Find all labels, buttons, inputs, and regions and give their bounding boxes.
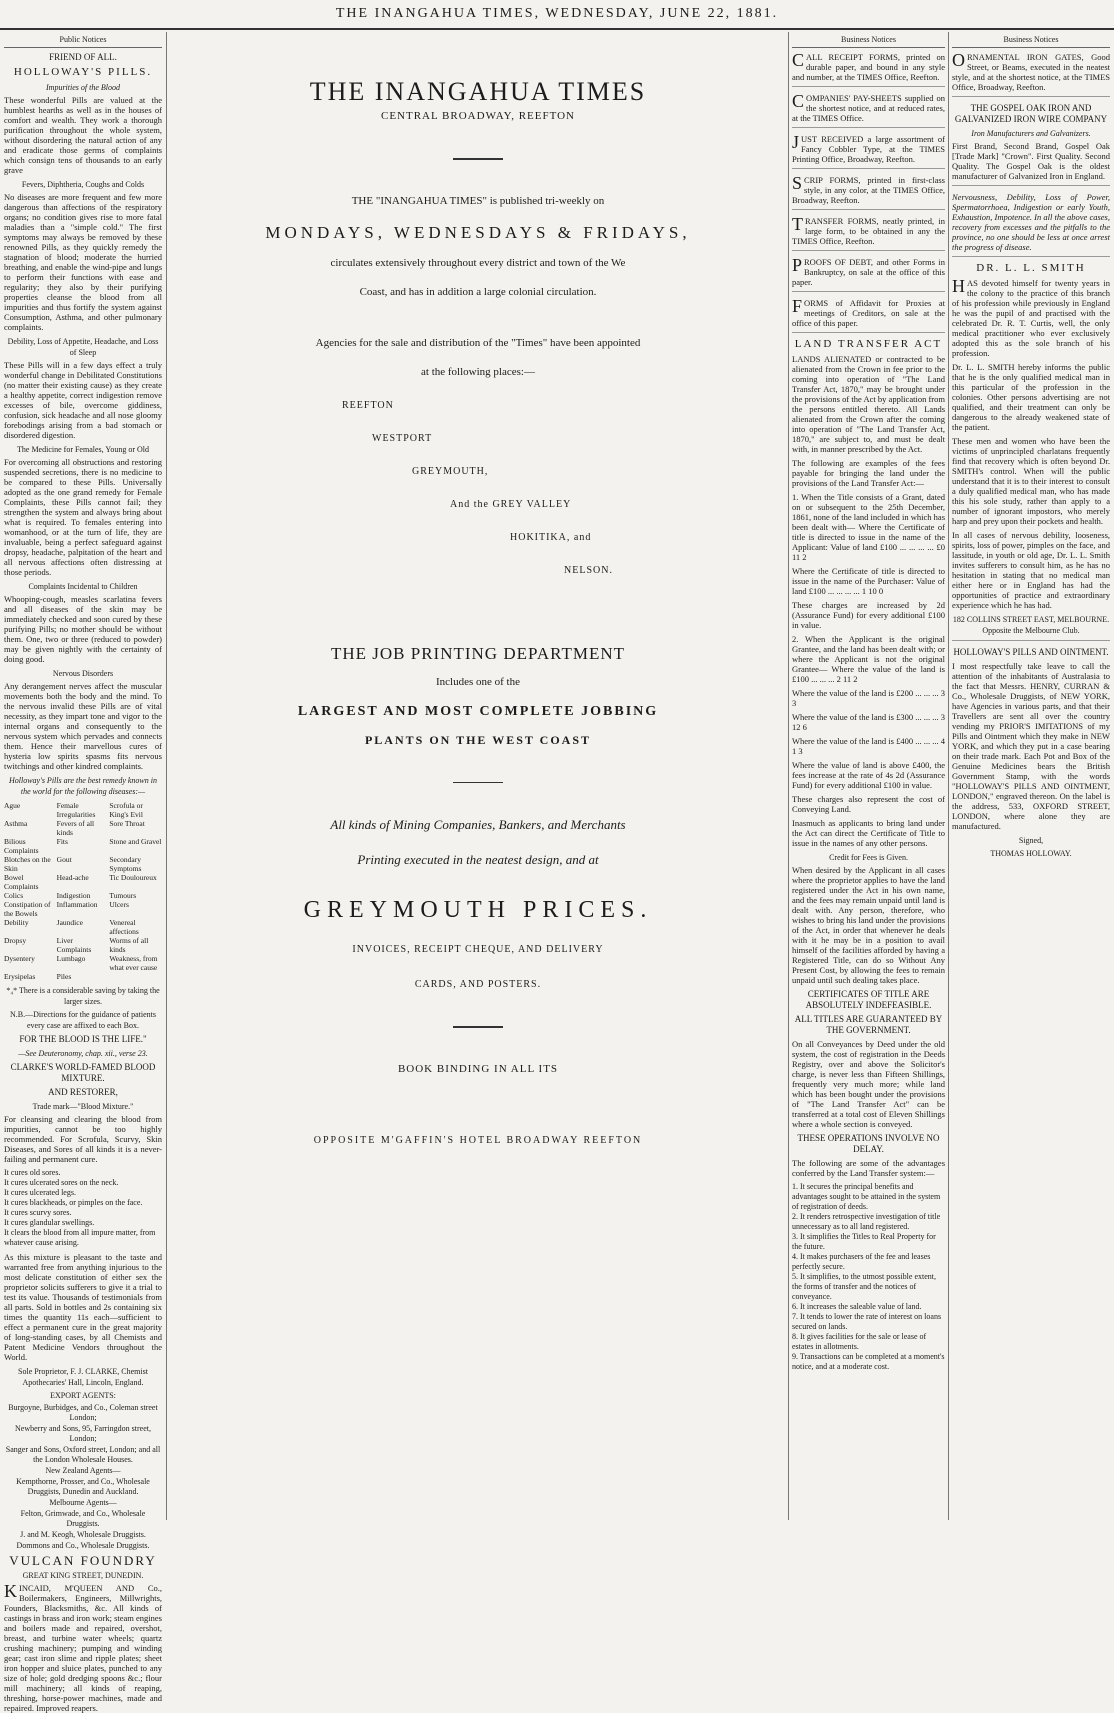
agent-line: Felton, Grimwade, and Co., Wholesale Druggists.: [20, 1509, 146, 1528]
largest-line: LARGEST AND MOST COMPLETE JOBBING: [297, 704, 659, 719]
list-item: 6. It increases the saleable value of land.: [792, 1302, 922, 1311]
list-item: 1. It secures the principal benefits and advantages sought to be attained in the system of registration of deeds.: [792, 1182, 941, 1211]
ailment: Gout: [56, 855, 72, 864]
fee-item: These charges also represent the cost of Conveying Land.: [792, 794, 945, 814]
gospel-oak-para: First Brand, Second Brand, Gospel Oak [Trade Mark] "Crown". First Quality. Second Quality. The Gospel Oak is the oldest manufacturer of Galvanized Iron in England.: [952, 141, 1110, 186]
list-item: It cures glandular swellings.: [4, 1218, 95, 1227]
holloway-para-5: Whooping-cough, measles scarlatina fevers and all diseases of the skin may be immediately checked and soon cured by these purifying Pills; no mother should be without them. One, two or three (reduced to powder) may be given nightly with the certainty of doing good.: [4, 594, 162, 664]
mining-line: All kinds of Mining Companies, Bankers, and Merchants: [330, 817, 626, 832]
divider: [453, 1026, 503, 1028]
fee-item: Where the value of land is above £400, the fees increase at the rate of 4s 2d (Assurance Fund) for every additional £100 in value.: [792, 760, 945, 790]
column-divider: [788, 32, 789, 1520]
book-binding-line: BOOK BINDING IN ALL ITS: [397, 1063, 559, 1075]
land-para-5: On all Conveyances by Deed under the old system, the cost of registration in the Deeds Registry, over and above the Solicitor's charge, is never less than Fifteen Shillings, frequently very much more; while land which has been bought under the provisions of "The Land Transfer Act" can be transferred at a total cost of Eleven Shillings where a whole section is conveyed.: [792, 1039, 945, 1129]
fee-item: Where the value of the land is £200 ... ... ... 3 3: [792, 688, 945, 708]
cures-list: [4, 1168, 162, 1248]
column-header: Business Notices: [952, 34, 1110, 48]
agent-line: Newberry and Sons, 95, Farringdon street, London;: [15, 1424, 151, 1443]
place-westport: WESTPORT: [372, 433, 433, 444]
right-column-1: [792, 34, 945, 1520]
ailment: Dysentery: [4, 954, 35, 963]
ailment: Liver Complaints: [56, 936, 92, 954]
ailment: Blotches on the Skin: [4, 855, 51, 873]
blood-ref: —See Deuteronomy, chap. xii., verse 23.: [18, 1049, 148, 1058]
ailment: Inflammation: [56, 900, 98, 909]
right-column-2: [952, 34, 1110, 1520]
fevers-sub: Fevers, Diphtheria, Coughs and Colds: [21, 180, 145, 189]
females-sub: The Medicine for Females, Young or Old: [17, 445, 149, 454]
vulcan-title: VULCAN FOUNDRY: [9, 1553, 157, 1568]
ad-scrip-forms: SCRIP FORMS, printed in first-class style, in any color, at the TIMES Office, Broadway, Reefton.: [792, 175, 945, 210]
list-item: It clears the blood from all impure matter, from whatever cause arising.: [4, 1228, 156, 1247]
left-column: [4, 34, 162, 1713]
list-item: It cures old sores.: [4, 1168, 61, 1177]
ad-transfer-forms: TRANSFER FORMS, neatly printed, in large form, to be obtained in any the TIMES Office, Reefton.: [792, 216, 945, 251]
holloway-ad-title: HOLLOWAY'S PILLS AND OINTMENT.: [953, 647, 1109, 657]
ailment: Constipation of the Bowels: [4, 900, 51, 918]
agent-line: J. and M. Keogh, Wholesale Druggists.: [20, 1530, 146, 1539]
land-para-4: When desired by the Applicant in all cases where the proprietor applies to have the land registered under the Act in his own name, and the fees may remain unpaid until land is dealt with. Any person, therefore, who wishes to bring his land under the provisions of the Act, in order that whenever he deals with it he may be in a position to avail himself of the facilities afforded by having a Registered Title, can do so Without Any Present Cost, by allowing the fees to remain unpaid until such dealing takes place.: [792, 865, 945, 985]
fee-item: Where the value of the land is £300 ... ... ... 3 12 6: [792, 712, 945, 732]
ailment: Stone and Gravel: [109, 837, 162, 846]
ailment: Female Irregularities: [56, 801, 96, 819]
ailment: Indigestion: [56, 891, 91, 900]
printing-line: Printing executed in the neatest design, and at: [357, 852, 599, 867]
certificates-title: CERTIFICATES OF TITLE ARE ABSOLUTELY INDEFEASIBLE.: [805, 989, 932, 1010]
blood-title: FOR THE BLOOD IS THE LIFE.": [19, 1034, 147, 1044]
holloway-para-3: These Pills will in a few days effect a truly wonderful change in Debilitated Constitutions (no matter their existing cause) as they create a healthy appetite, correct indigestion remove excesses of bile, overcome giddiness, confusion, sick headache and all nose gloomy forebodings arising from a bad stomach or disordered digestion.: [4, 360, 162, 440]
ailment: Head-ache: [56, 873, 89, 882]
center-column: [172, 34, 784, 1520]
export-agents-title: EXPORT AGENTS:: [50, 1391, 116, 1400]
ailments-list: [4, 801, 162, 981]
ad-type: JUST RECEIVED a large assortment of Fancy Cobbler Type, at the TIMES Printing Office, Broadway, Reefton.: [792, 134, 945, 169]
impurities-sub: Impurities of the Blood: [46, 83, 120, 92]
place-reefton: REEFTON: [342, 400, 394, 411]
column-header: Public Notices: [4, 34, 162, 48]
debility-sub: Debility, Loss of Appetite, Headache, and Loss of Sleep: [7, 337, 159, 357]
agent-line: Sanger and Sons, Oxford street, London; and all the London Wholesale Houses.: [5, 1445, 161, 1464]
holloway-ad-para: I most respectfully take leave to call the attention of the inhabitants of Australasia to the fact that Messrs. HENRY, CURRAN & Co., Wholesale Druggists, of NEW YORK, have Agencies in various parts, and that their Travellers are sent all over the country vending my PRIOR'S IMITATIONS of my Pills and Ointment which they make in NEW YORK, and which they put in a case bearing on their trade mark. Each Pot and Box of the Genuine Medicines bears the British Government Stamp, with the words "HOLLOWAY'S PILLS AND OINTMENT, LONDON," engraved thereon. On the label is the address, 533, OXFORD STREET, LONDON, where alone they are manufactured.: [952, 661, 1110, 831]
agent-line: New Zealand Agents—: [45, 1466, 121, 1475]
list-item: 8. It gives facilities for the sale or lease of estates in allotments.: [792, 1332, 927, 1351]
clarke-title: CLARKE'S WORLD-FAMED BLOOD MIXTURE.: [10, 1062, 156, 1083]
restorer-title: AND RESTORER,: [48, 1087, 118, 1097]
ad-pay-sheets: COMPANIES' PAY-SHEETS supplied on the shortest notice, and at reduced rates, at the TIMES Office.: [792, 93, 945, 128]
cards-line: CARDS, AND POSTERS.: [414, 979, 542, 990]
dr-para-2: Dr. L. L. SMITH hereby informs the public that he is the only qualified medical man in this particular of the profession in the colonies. Other persons advertising are not qualified, and their treatment can only be dangerous to the already weakened state of the patient.: [952, 362, 1110, 432]
vulcan-para: KINCAID, M'QUEEN AND Co., Boilermakers, Engineers, Millwrights, Founders, Blacksmiths, &c. All kinds of castings in brass and iron work; steam engines and boilers made and repaired, overshot, breast, and turbine water wheels; quartz crushing machinery; pumping and winding gear; cast iron slime and ripple plates; sheet iron hopper and sluice plates, punched to any size of hole; gold dredging spoons &c.; flour mill machinery; all kinds of reaping, threshing, horse-power machines, made and repaired. Improved reapers.: [4, 1581, 162, 1713]
divider: [453, 158, 503, 160]
dr-smith-title: DR. L. L. SMITH: [976, 262, 1086, 274]
column-divider: [166, 32, 167, 1520]
nervousness-para: Nervousness, Debility, Loss of Power, Spermatorrhoea, Indigestion or early Youth, Exhaustion, Impotence. In all the above cases, recovery from excesses and the pitfalls to the province, no one should be less at once arrest the progress of disease.: [952, 192, 1110, 257]
fee-item: Where the Certificate of title is directed to issue in the name of the Purchaser: Value of land £100 ... ... ... ... 1 10 0: [792, 566, 945, 596]
holloway-para-1: These wonderful Pills are valued at the humblest hearths as well as in the houses of comfort and wealth. They work a thorough purification throughout the whole system, without disordering the natural action of any and eradicate those germs of complaints which consign tens of thousands to an early grave: [4, 95, 162, 175]
ailment: Ague: [4, 801, 21, 810]
greymouth-prices: GREYMOUTH PRICES.: [303, 897, 653, 923]
fee-item: Where the value of the land is £400 ... ... ... 4 1 3: [792, 736, 945, 756]
dr-para-1: HAS devoted himself for twenty years in the colony to the practice of this branch of his profession while previously in England he was the pupil of and practised with the celebrated Dr. R. T. Curtis, well, the only medical practitioner who ever exclusively adopted this as the sole branch of his profession.: [952, 276, 1110, 358]
land-transfer-title: LAND TRANSFER ACT: [794, 338, 943, 350]
divider: [453, 782, 503, 783]
directions-note: N.B.—Directions for the guidance of patients every case are affixed to each Box.: [10, 1010, 156, 1030]
circulation-line-1: circulates extensively throughout every district and town of the We: [330, 257, 626, 269]
guaranteed-title: ALL TITLES ARE GUARANTEED BY THE GOVERNMENT.: [794, 1014, 943, 1035]
list-item: It cures blackheads, or pimples on the face.: [4, 1198, 143, 1207]
ailment: Colics: [4, 891, 24, 900]
nervous-sub: Nervous Disorders: [52, 669, 114, 678]
agent-line: Melbourne Agents—: [49, 1498, 117, 1507]
credit-heading: Credit for Fees is Given.: [829, 853, 908, 862]
ailment: Venereal affections: [109, 918, 139, 936]
ailment: Dropsy: [4, 936, 27, 945]
children-sub: Complaints Incidental to Children: [28, 582, 138, 591]
holloway-para-2: No diseases are more frequent and few more dangerous than affections of the respiratory organs; no condition gives rise to more fatal maladies than a "simple cold." The first symptoms may always be removed by these renowned Pills, as they quickly remedy the stagnation of blood; moderate the hurried breathing, and enable the wind-pipe and lungs to perform their functions with ease and regularity; they also by their purifying properties cleanse the blood from all impurities and thus fortify the system against Consumption, Asthma, and other pulmonary complaints.: [4, 192, 162, 332]
clarke-para-1: For cleansing and clearing the blood from impurities, cannot be too highly recommended. For Scrofula, Scurvy, Skin Diseases, and Sores of all kinds it is a never-failing and permanent cure.: [4, 1114, 162, 1164]
clarke-para-2: As this mixture is pleasant to the taste and warranted free from anything injurious to the most delicate constitution of either sex the proprietor solicits sufferers to give it a trial to test its value. Thousands of testimonials from all parts. Sold in bottles and 2s containing six times the quantity 11s each—sufficient to effect a permanent cure in the great majority of long-standing cases, by all Chemists and Patent Medicine Vendors throughout the World.: [4, 1252, 162, 1362]
place-nelson: NELSON.: [564, 565, 613, 576]
gospel-oak-title: THE GOSPEL OAK IRON AND GALVANIZED IRON WIRE COMPANY: [954, 103, 1108, 124]
ailment: Fits: [56, 837, 68, 846]
ad-affidavit-forms: FORMS of Affidavit for Proxies at meetings of Creditors, on sale at the office of this paper.: [792, 298, 945, 333]
agent-line: Dommons and Co., Wholesale Druggists.: [16, 1541, 150, 1550]
publication-days: MONDAYS, WEDNESDAYS & FRIDAYS,: [265, 223, 691, 242]
gospel-oak-sub: Iron Manufacturers and Galvanizers.: [971, 129, 1091, 138]
ailment: Fevers of all kinds: [56, 819, 95, 837]
holloway-para-6: Any derangement nerves affect the muscular movements both the body and the mind. To the nervous invalid these Pills are of vital necessity, as they impart tone and vigor to the internal organs and consequently to the nervous system which pervades and connects them. Hence their marvellous cures of hysteria low spirits spasms fits nervous twitchings and other kindred complaints.: [4, 681, 162, 771]
opposite-line: OPPOSITE M'GAFFIN'S HOTEL BROADWAY REEFTON: [313, 1135, 643, 1146]
list-item: 4. It makes purchasers of the fee and leases perfectly secure.: [792, 1252, 931, 1271]
place-greymouth: GREYMOUTH,: [412, 466, 489, 477]
agencies-line: Agencies for the sale and distribution of the "Times" have been appointed: [315, 337, 641, 349]
signature: THOMAS HOLLOWAY.: [990, 849, 1072, 858]
holloway-title: HOLLOWAY'S PILLS.: [13, 66, 153, 78]
saving-note: *₄* There is a considerable saving by taking the larger sizes.: [6, 986, 160, 1006]
list-item: 5. It simplifies, to the utmost possible extent, the forms of transfer and the notices of conveyance.: [792, 1272, 936, 1301]
land-para-1: LANDS ALIENATED or contracted to be alienated from the Crown in fee prior to the coming into operation of "The Land Transfer Act, 1870," may be brought under the provisions of the Act by application from the persons entitled thereto. All Lands alienated from the Crown after the coming into operation of "The Land Transfer Act, 1870," are subject to, and must be dealt with, in manner prescribed by the Act.: [792, 354, 945, 454]
list-item: 2. It renders retrospective investigation of title unnecessary as to all land registered.: [792, 1212, 941, 1231]
list-item: 3. It simplifies the Titles to Real Property for the future.: [792, 1232, 936, 1251]
vulcan-address: GREAT KING STREET, DUNEDIN.: [22, 1571, 144, 1580]
column-divider: [948, 32, 949, 1520]
ailment: Lumbago: [56, 954, 86, 963]
remedy-title: Holloway's Pills are the best remedy known in the world for the following diseases:—: [9, 776, 157, 796]
places-intro: at the following places:—: [421, 366, 535, 378]
ailment: Jaundice: [56, 918, 83, 927]
land-para-2: The following are examples of the fees payable for bringing the land under the provisions of the Land Transfer Act:—: [792, 458, 945, 488]
ad-receipt-forms: CALL RECEIPT FORMS, printed on durable paper, and bound in any style and number, at the TIMES Office, Reefton.: [792, 52, 945, 87]
ailment: Asthma: [4, 819, 28, 828]
place-hokitika: HOKITIKA, and: [510, 532, 592, 543]
ailment: Piles: [56, 972, 72, 981]
advantages-intro: The following are some of the advantages conferred by the Land Transfer system:—: [792, 1158, 945, 1178]
ailment: Weakness, from what ever cause: [109, 954, 158, 972]
advantages-list: [792, 1182, 945, 1372]
trademark: Trade mark—"Blood Mixture.": [32, 1102, 134, 1111]
newspaper-address: CENTRAL BROADWAY, REEFTON: [381, 110, 575, 122]
masthead: THE INANGAHUA TIMES, WEDNESDAY, JUNE 22, 1881.: [335, 6, 779, 21]
list-item: It cures ulcerated sores on the neck.: [4, 1178, 119, 1187]
ailment: Tic Douloureux: [109, 873, 157, 882]
ailment: Bilious Complaints: [4, 837, 39, 855]
list-item: 9. Transactions can be completed at a moment's notice, and at a moderate cost.: [792, 1352, 945, 1371]
list-item: 7. It tends to lower the rate of interest on loans secured on lands.: [792, 1312, 942, 1331]
ad-iron-gates: ORNAMENTAL IRON GATES, Good Street, or Beams, executed in the neatest style, and at the shortest notice, at the TIMES Office, Broadway, Reefton.: [952, 52, 1110, 97]
ailment: Debility: [4, 918, 29, 927]
agent-line: Kempthorne, Prosser, and Co., Wholesale Druggists, Dunedin and Auckland.: [16, 1477, 150, 1496]
newspaper-title: THE INANGAHUA TIMES: [309, 77, 647, 106]
published-line: THE "INANGAHUA TIMES" is published tri-weekly on: [351, 195, 605, 207]
ailment: Bowel Complaints: [4, 873, 39, 891]
plants-line: PLANTS ON THE WEST COAST: [364, 733, 592, 747]
place-grey-valley: And the GREY VALLEY: [450, 499, 572, 510]
list-item: It cures scurvy sores.: [4, 1208, 72, 1217]
dr-para-4: In all cases of nervous debility, looseness, spirits, loss of power, pimples on the face, and lassitude, in youth or old age, Dr. L. L. Smith invites sufferers to consult him, as he has no hesitation in stating that no medical man either here or in England has had the opportunities of practice and extraordinary experience which he has had.: [952, 530, 1110, 610]
dr-address: 182 COLLINS STREET EAST, MELBOURNE. Opposite the Melbourne Club.: [952, 614, 1110, 641]
list-item: It cures ulcerated legs.: [4, 1188, 76, 1197]
ailment: Tumours: [109, 891, 137, 900]
ad-proofs-of-debt: PROOFS OF DEBT, and other Forms in Bankruptcy, on sale at the office of this paper.: [792, 257, 945, 292]
column-header: Business Notices: [792, 34, 945, 48]
land-para-3: Inasmuch as applicants to bring land under the Act can direct the Certificate of Title to issue in the names of any other persons.: [792, 818, 945, 848]
fee-item: 2. When the Applicant is the original Grantee, and the land has been dealt with; or where the Applicant is not the original Grantee— Where the value of the land is £100 ... ... ... 2 11 2: [792, 634, 945, 684]
friend-heading: FRIEND OF ALL.: [49, 52, 117, 62]
ailment: Scrofula or King's Evil: [109, 801, 143, 819]
fee-item: These charges are increased by 2d (Assurance Fund) for every additional £100 in value.: [792, 600, 945, 630]
ailment: Secondary Symptoms: [109, 855, 142, 873]
job-printing-heading: THE JOB PRINTING DEPARTMENT: [330, 644, 626, 663]
fee-item: 1. When the Title consists of a Grant, dated on or subsequent to the 25th December, 1861, none of the land included in which has been dealt with— Where the Certificate of title is directed to issue in the name of the Applicant: Value of land £100 ... ... ... ... £0 11 2: [792, 492, 945, 562]
invoices-line: INVOICES, RECEIPT CHEQUE, AND DELIVERY: [352, 944, 604, 955]
ailment: Erysipelas: [4, 972, 36, 981]
dr-para-3: These men and women who have been the victims of unprincipled charlatans frequently find that recovery which is often beyond Dr. SMITH's control. When will the public understand that it is to their interest to consult a duly qualified medical man, who has made this his sole study, rather than apply to a number of ignorant impostors, who merely harp and prey upon their pockets and health.: [952, 436, 1110, 526]
agent-line: Burgoyne, Burbidges, and Co., Coleman street London;: [8, 1403, 158, 1422]
ailment: Sore Throat: [109, 819, 145, 828]
ailment: Ulcers: [109, 900, 129, 909]
includes-line: Includes one of the: [436, 676, 520, 688]
operations-title: THESE OPERATIONS INVOLVE NO DELAY.: [797, 1133, 940, 1154]
masthead-rule: [0, 28, 1114, 30]
signed: Signed,: [1018, 836, 1044, 845]
circulation-line-2: Coast, and has in addition a large colonial circulation.: [359, 286, 597, 298]
ailment: Worms of all kinds: [109, 936, 149, 954]
holloway-para-4: For overcoming all obstructions and restoring suspended secretions, there is no medicine to be compared to these Pills. Universally adopted as the one grand remedy for Female Complaints, these Pills cannot fail; they strengthen the system and always bring about what is required. To females entering into womanhood, or at the turn of life, they are invaluable, being a perfect safeguard against dropsy, headache, palpitation of the heart and all nervous affections often distressing at those periods.: [4, 457, 162, 577]
sole-proprietor: Sole Proprietor, F. J. CLARKE, Chemist Apothecaries' Hall, Lincoln, England.: [18, 1367, 148, 1387]
